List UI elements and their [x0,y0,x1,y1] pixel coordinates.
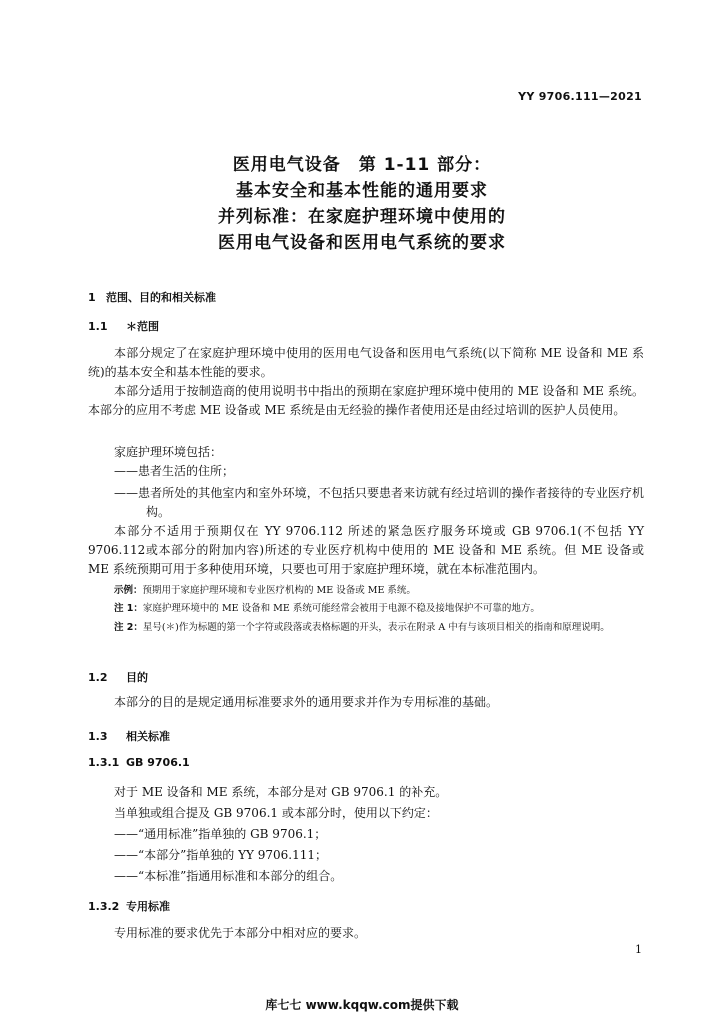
paragraph: 对于 ME 设备和 ME 系统，本部分是对 GB 9706.1 的补充。 [114,785,448,799]
note-2 [114,620,644,636]
note-label: 注 2： [114,622,143,633]
paragraph: 专用标准的要求优先于本部分中相对应的要求。 [114,926,367,940]
list-item: ——“本标准”指通用标准和本部分的组合。 [114,869,343,883]
note-text: 星号(＊)作为标题的第一个字符或段落或表格标题的开头，表示在附录 A 中有与该项目相关的指南和原理说明。 [142,622,610,633]
section-1-heading [88,289,216,305]
list-item: ——“本部分”指单独的 YY 9706.111； [114,848,328,862]
example-note [114,583,644,599]
note-1 [114,601,644,617]
list-item: ——“通用标准”指单独的 GB 9706.1； [114,827,327,841]
title-line-1: 医用电气设备 第 1-11 部分： [232,155,492,175]
title-line-4: 医用电气设备和医用电气系统的要求 [218,233,506,253]
section-number: 1.1 [88,320,108,333]
section-1-3-2-heading [88,898,170,914]
section-number: 1.2 [88,671,108,684]
section-1-3-heading [88,728,170,744]
section-number: 1.3.2 [88,900,120,913]
section-1-3-1-heading [88,756,190,769]
section-title: GB 9706.1 [126,756,190,769]
section-1-1-heading [88,318,159,334]
section-number: 1 [88,291,96,304]
example-text: 预期用于家庭护理环境和专业医疗机构的 ME 设备或 ME 系统。 [142,585,416,596]
section-title: 专用标准 [126,900,170,913]
list-item: ——患者生活的住所； [114,464,235,478]
note-label: 注 1： [114,603,143,614]
title-line-3: 并列标准：在家庭护理环境中使用的 [218,207,506,227]
paragraph: 本部分的目的是规定通用标准要求外的通用要求并作为专用标准的基础。 [114,695,499,709]
document-code: YY 9706.111—2021 [518,90,642,103]
note-text: 家庭护理环境中的 ME 设备和 ME 系统可能经常会被用于电源不稳及接地保护不可靠的地方。 [142,603,540,614]
section-title: ＊范围 [126,320,159,333]
section-number: 1.3.1 [88,756,120,769]
section-title: 范围、目的和相关标准 [106,291,216,304]
section-title: 相关标准 [126,730,170,743]
list-item: ——患者所处的其他室内和室外环境，不包括只要患者来访就有经过培训的操作者接待的专业医疗机构。 [114,486,644,519]
paragraph: 本部分规定了在家庭护理环境中使用的医用电气设备和医用电气系统(以下简称 ME 设备和 ME 系统)的基本安全和基本性能的要求。 [88,346,644,379]
section-1-2-heading [88,669,148,685]
footer-text: 库七七 www.kqqw.com提供下载 [265,998,459,1012]
title-line-2: 基本安全和基本性能的通用要求 [236,181,488,201]
paragraph: 本部分适用于按制造商的使用说明书中指出的预期在家庭护理环境中使用的 ME 设备和 ME 系统。本部分的应用不考虑 ME 设备或 ME 系统是由无经验的操作者使用还是由经过培训的医护人员使用。 [88,384,644,417]
example-label: 示例： [114,585,143,596]
paragraph: 本部分不适用于预期仅在 YY 9706.112 所述的紧急医疗服务环境或 GB 9706.1(不包括 YY 9706.112或本部分的附加内容)所述的专业医疗机构中使用的 ME 设备和 ME 系统。但 ME 设备或 ME 系统预期可用于多种使用环境，只要也可用于家庭护理环境，就在本标准范围内。 [88,524,644,576]
section-number: 1.3 [88,730,108,743]
section-title: 目的 [126,671,148,684]
paragraph: 家庭护理环境包括： [114,445,223,459]
page-number: 1 [635,943,642,956]
paragraph: 当单独或组合提及 GB 9706.1 或本部分时，使用以下约定： [114,806,438,820]
